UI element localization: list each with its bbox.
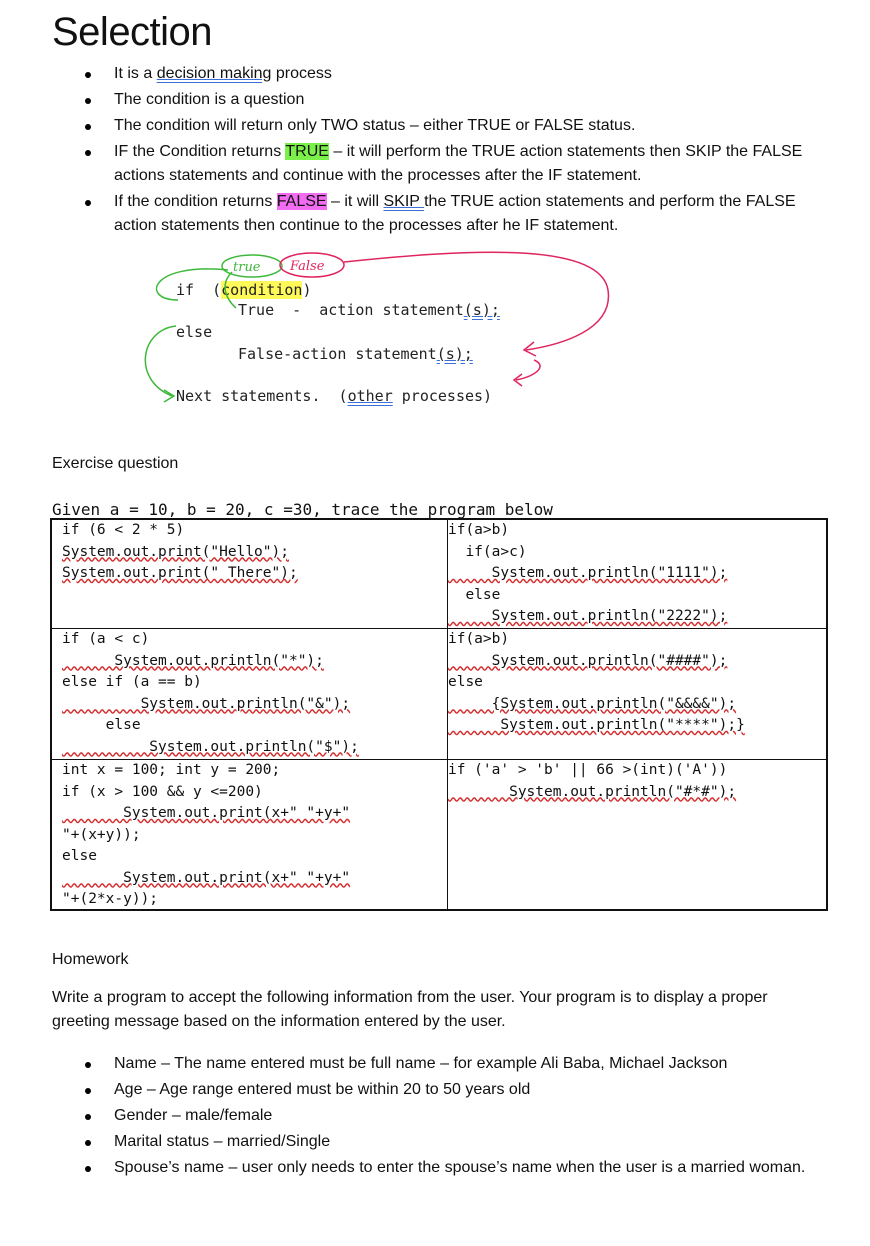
true-highlight: TRUE <box>285 143 329 160</box>
green-arrow-head <box>164 390 174 402</box>
exercise-heading: Exercise question <box>52 455 179 472</box>
true-ann-text: true <box>233 260 261 275</box>
table-cell: if (6 < 2 * 5) System.out.print("Hello"); System.out.print(" There"); <box>52 520 448 628</box>
exercise-table <box>50 518 828 911</box>
list-item: Age – Age range entered must be within 20 to 50 years old <box>114 1078 834 1102</box>
diagram-else-line: else <box>176 323 213 341</box>
diagram-if-line: if (condition) <box>176 281 312 299</box>
table-cell: if(a>b) if(a>c) System.out.println("1111"); else System.out.println("2222"); <box>447 522 728 624</box>
list-item: Marital status – married/Single <box>114 1130 834 1154</box>
list-item: If the condition returns FALSE – it will SKIP the TRUE action statements and perform the FALSE action statements then continue to the processes after he IF statement. <box>114 190 834 238</box>
handwritten-annotations <box>0 0 870 460</box>
green-curve-top <box>157 269 228 300</box>
list-item: Gender – male/female <box>114 1104 834 1128</box>
page-title: Selection <box>52 10 213 54</box>
true-ann-arrow <box>225 272 236 308</box>
homework-paragraph: Write a program to accept the following information from the user. Your program is to display a proper greeting message based on the information entered by the user. <box>52 989 768 1030</box>
table-cell: if (a < c) System.out.println("*"); else if (a == b) System.out.println("&"); else System.out.println("$"); <box>52 629 448 759</box>
list-item: Spouse’s name – user only needs to enter the spouse’s name when the user is a married woman. <box>114 1156 834 1180</box>
pink-loop <box>344 252 608 350</box>
green-curve-bottom <box>145 326 176 396</box>
list-item: The condition is a question <box>114 88 834 112</box>
false-highlight: FALSE <box>276 193 327 210</box>
list-item: IF the Condition returns TRUE – it will perform the TRUE action statements then SKIP the FALSE actions statements and continue with the processes after the IF statement. <box>114 140 834 188</box>
list-item: It is a decision making process <box>114 62 834 86</box>
table-cell: int x = 100; int y = 200; if (x > 100 && y <=200) System.out.print(x+" "+y+" "+(x+y)); else System.out.print(x+" "+y+" "+(2*x-y)); <box>52 760 448 909</box>
list-item: The condition will return only TWO status – either TRUE or FALSE status. <box>114 114 834 138</box>
table-row <box>52 628 826 759</box>
diagram-next-line: Next statements. (other processes) <box>176 387 493 405</box>
homework-bullet-list <box>114 1052 834 1182</box>
diagram-true-line: True - action statement(s); <box>238 301 500 319</box>
table-cell: if ('a' > 'b' || 66 >(int)('A')) System.out.println("#*#"); <box>447 762 737 800</box>
homework-heading: Homework <box>52 951 129 968</box>
diagram-false-line: False-action statement(s); <box>238 345 473 363</box>
table-row <box>52 759 826 909</box>
pink-curve <box>516 360 540 380</box>
table-row <box>52 520 826 628</box>
given-line: Given a = 10, b = 20, c =30, trace the program below <box>52 500 553 519</box>
condition-highlight: condition <box>221 281 303 299</box>
list-item: Name – The name entered must be full name – for example Ali Baba, Michael Jackson <box>114 1052 834 1076</box>
table-cell: if(a>b) System.out.println("####"); else {System.out.println("&&&&"); System.out.println("****");} <box>447 631 745 733</box>
false-ann-text: False <box>290 259 325 274</box>
